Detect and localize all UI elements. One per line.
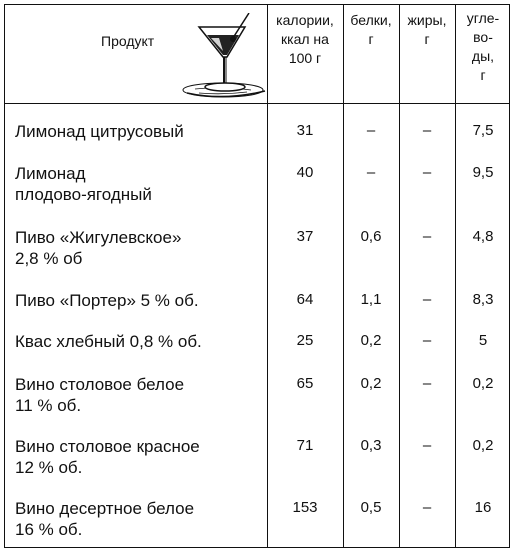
cocktail-glass-icon	[181, 13, 271, 101]
protein-value: –	[366, 164, 376, 181]
calories-value: 31	[296, 122, 314, 139]
protein-value: –	[366, 122, 376, 139]
product-name: Вино столовое красное 12 % об.	[15, 437, 200, 477]
product-name: Пиво «Жигулевское» 2,8 % об	[15, 228, 182, 268]
carbs-value: 16	[474, 499, 492, 516]
carbs-value: 9,5	[472, 164, 494, 181]
product-name: Вино столовое белое 11 % об.	[15, 375, 185, 415]
nutrition-table	[4, 4, 510, 548]
calories-value: 64	[296, 291, 314, 308]
product-name: Вино десертное белое 16 % об.	[15, 499, 195, 539]
fat-value: –	[422, 499, 432, 516]
calories-value: 153	[292, 499, 318, 516]
calories-value: 37	[296, 228, 314, 245]
calories-value: 71	[296, 437, 314, 454]
protein-value: 0,2	[360, 375, 382, 392]
product-name: Лимонад цитрусовый	[15, 122, 184, 141]
calories-value: 65	[296, 375, 314, 392]
calories-value: 25	[296, 332, 314, 349]
header-fat: жиры, г	[407, 12, 447, 47]
fat-value: –	[422, 437, 432, 454]
carbs-value: 0,2	[472, 437, 494, 454]
protein-value: 0,3	[360, 437, 382, 454]
protein-value: 1,1	[360, 291, 382, 308]
carbs-value: 8,3	[472, 291, 494, 308]
carbs-value: 4,8	[472, 228, 494, 245]
product-name: Квас хлебный 0,8 % об.	[15, 332, 202, 351]
header-carbs: угле- во- ды, г	[466, 10, 500, 83]
fat-value: –	[422, 228, 432, 245]
calories-value: 40	[296, 164, 314, 181]
fat-value: –	[422, 291, 432, 308]
header-protein: белки, г	[350, 12, 392, 47]
protein-value: 0,5	[360, 499, 382, 516]
fat-value: –	[422, 332, 432, 349]
fat-value: –	[422, 164, 432, 181]
protein-value: 0,2	[360, 332, 382, 349]
carbs-value: 5	[478, 332, 488, 349]
product-name: Пиво «Портер» 5 % об.	[15, 291, 199, 310]
fat-value: –	[422, 375, 432, 392]
fat-value: –	[422, 122, 432, 139]
product-name: Лимонад плодово-ягодный	[15, 164, 152, 204]
carbs-value: 7,5	[472, 122, 494, 139]
carbs-value: 0,2	[472, 375, 494, 392]
header-calories: калории, ккал на 100 г	[276, 12, 334, 66]
table-header	[5, 5, 509, 104]
header-product: Продукт	[101, 33, 155, 49]
protein-value: 0,6	[360, 228, 382, 245]
